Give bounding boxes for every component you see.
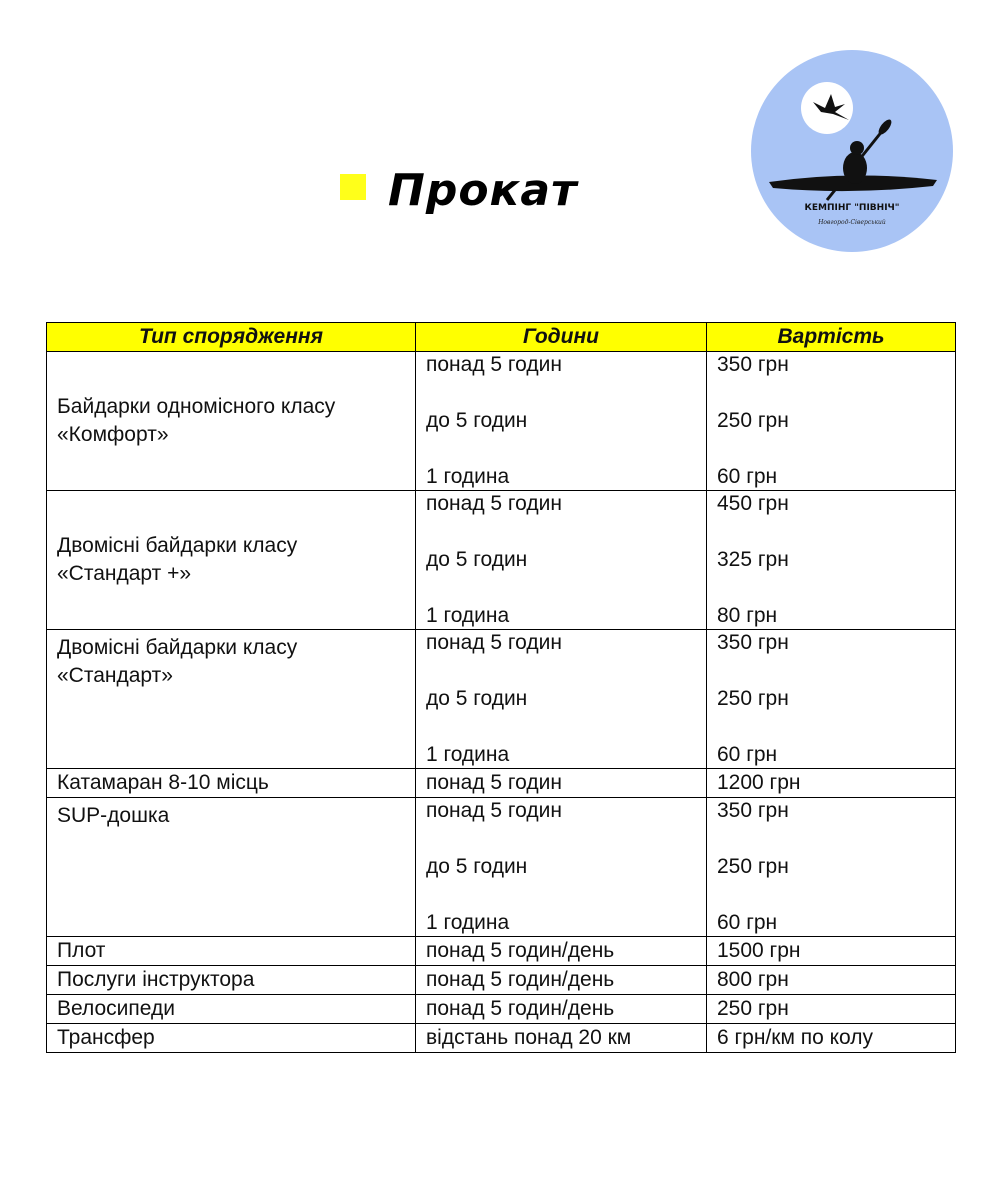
hours-value: понад 5 годин xyxy=(426,492,562,515)
hours-value: до 5 годин xyxy=(426,548,528,571)
table-row xyxy=(47,491,956,630)
table-row xyxy=(47,1024,956,1053)
table-row xyxy=(47,966,956,995)
price-value: 250 грн xyxy=(717,687,789,710)
hours-cell xyxy=(416,491,707,630)
price-cell xyxy=(707,491,956,630)
hours-value: понад 5 годин xyxy=(426,353,562,376)
header-equipment: Тип спорядження xyxy=(47,323,416,352)
price-cell: 1500 грн xyxy=(707,937,956,966)
equipment-name: Послуги інструктора xyxy=(57,968,255,991)
hours-value: до 5 годин xyxy=(426,409,528,432)
hours-cell xyxy=(416,798,707,937)
hours-cell: понад 5 годин/день xyxy=(416,966,707,995)
price-value: 350 грн xyxy=(717,631,789,654)
table-row xyxy=(47,630,956,769)
table-header-row xyxy=(47,323,956,352)
table-row xyxy=(47,995,956,1024)
hours-value: понад 5 годин xyxy=(426,799,562,822)
hours-cell xyxy=(416,630,707,769)
equipment-cell xyxy=(47,769,416,798)
price-cell xyxy=(707,630,956,769)
price-value: 80 грн xyxy=(717,604,778,627)
price-cell: 800 грн xyxy=(707,966,956,995)
hours-cell xyxy=(416,352,707,491)
equipment-name: «Стандарт +» xyxy=(57,562,192,585)
equipment-name: Велосипеди xyxy=(57,997,175,1020)
equipment-cell xyxy=(47,966,416,995)
price-cell: 6 грн/км по колу xyxy=(707,1024,956,1053)
price-cell xyxy=(707,798,956,937)
svg-text:КЕМПІНГ "ПІВНІЧ": КЕМПІНГ "ПІВНІЧ" xyxy=(804,203,900,213)
price-value: 60 грн xyxy=(717,911,778,934)
hours-value: 1 година xyxy=(426,743,510,766)
camping-logo xyxy=(751,50,953,252)
equipment-name: Байдарки одномісного класу xyxy=(57,395,336,418)
hours-value: 1 година xyxy=(426,465,510,488)
equipment-cell xyxy=(47,798,416,937)
equipment-cell xyxy=(47,1024,416,1053)
equipment-cell xyxy=(47,352,416,491)
equipment-cell xyxy=(47,937,416,966)
hours-value: до 5 годин xyxy=(426,687,528,710)
price-cell xyxy=(707,352,956,491)
page-header xyxy=(340,160,578,220)
equipment-name: «Стандарт» xyxy=(57,664,173,687)
header-price: Вартість xyxy=(707,323,956,352)
rental-price-table xyxy=(46,322,956,1053)
equipment-cell xyxy=(47,630,416,769)
table-row xyxy=(47,769,956,798)
table-row xyxy=(47,352,956,491)
equipment-cell xyxy=(47,995,416,1024)
price-value: 250 грн xyxy=(717,409,789,432)
hours-cell: понад 5 годин/день xyxy=(416,937,707,966)
price-cell: 1200 грн xyxy=(707,769,956,798)
yellow-square-bullet-icon xyxy=(340,174,366,200)
hours-value: до 5 годин xyxy=(426,855,528,878)
equipment-name: SUP-дошка xyxy=(57,804,170,827)
page-title: Прокат xyxy=(388,164,578,216)
table-row xyxy=(47,798,956,937)
hours-value: 1 година xyxy=(426,911,510,934)
price-value: 60 грн xyxy=(717,465,778,488)
hours-value: понад 5 годин xyxy=(426,631,562,654)
hours-cell: відстань понад 20 км xyxy=(416,1024,707,1053)
price-value: 250 грн xyxy=(717,855,789,878)
header-hours: Години xyxy=(416,323,707,352)
equipment-cell xyxy=(47,491,416,630)
price-cell: 250 грн xyxy=(707,995,956,1024)
price-value: 350 грн xyxy=(717,353,789,376)
equipment-name: Двомісні байдарки класу xyxy=(57,636,298,659)
price-value: 450 грн xyxy=(717,492,789,515)
equipment-name: Катамаран 8-10 місць xyxy=(57,771,269,794)
equipment-name: Плот xyxy=(57,939,106,962)
table-row xyxy=(47,937,956,966)
svg-text:Новгород-Сіверський: Новгород-Сіверський xyxy=(818,219,886,226)
price-value: 325 грн xyxy=(717,548,789,571)
price-value: 60 грн xyxy=(717,743,778,766)
equipment-name: Трансфер xyxy=(57,1026,155,1049)
equipment-name: «Комфорт» xyxy=(57,423,169,446)
price-value: 350 грн xyxy=(717,799,789,822)
hours-cell: понад 5 годин/день xyxy=(416,995,707,1024)
hours-value: 1 година xyxy=(426,604,510,627)
equipment-name: Двомісні байдарки класу xyxy=(57,534,298,557)
hours-cell: понад 5 годин xyxy=(416,769,707,798)
